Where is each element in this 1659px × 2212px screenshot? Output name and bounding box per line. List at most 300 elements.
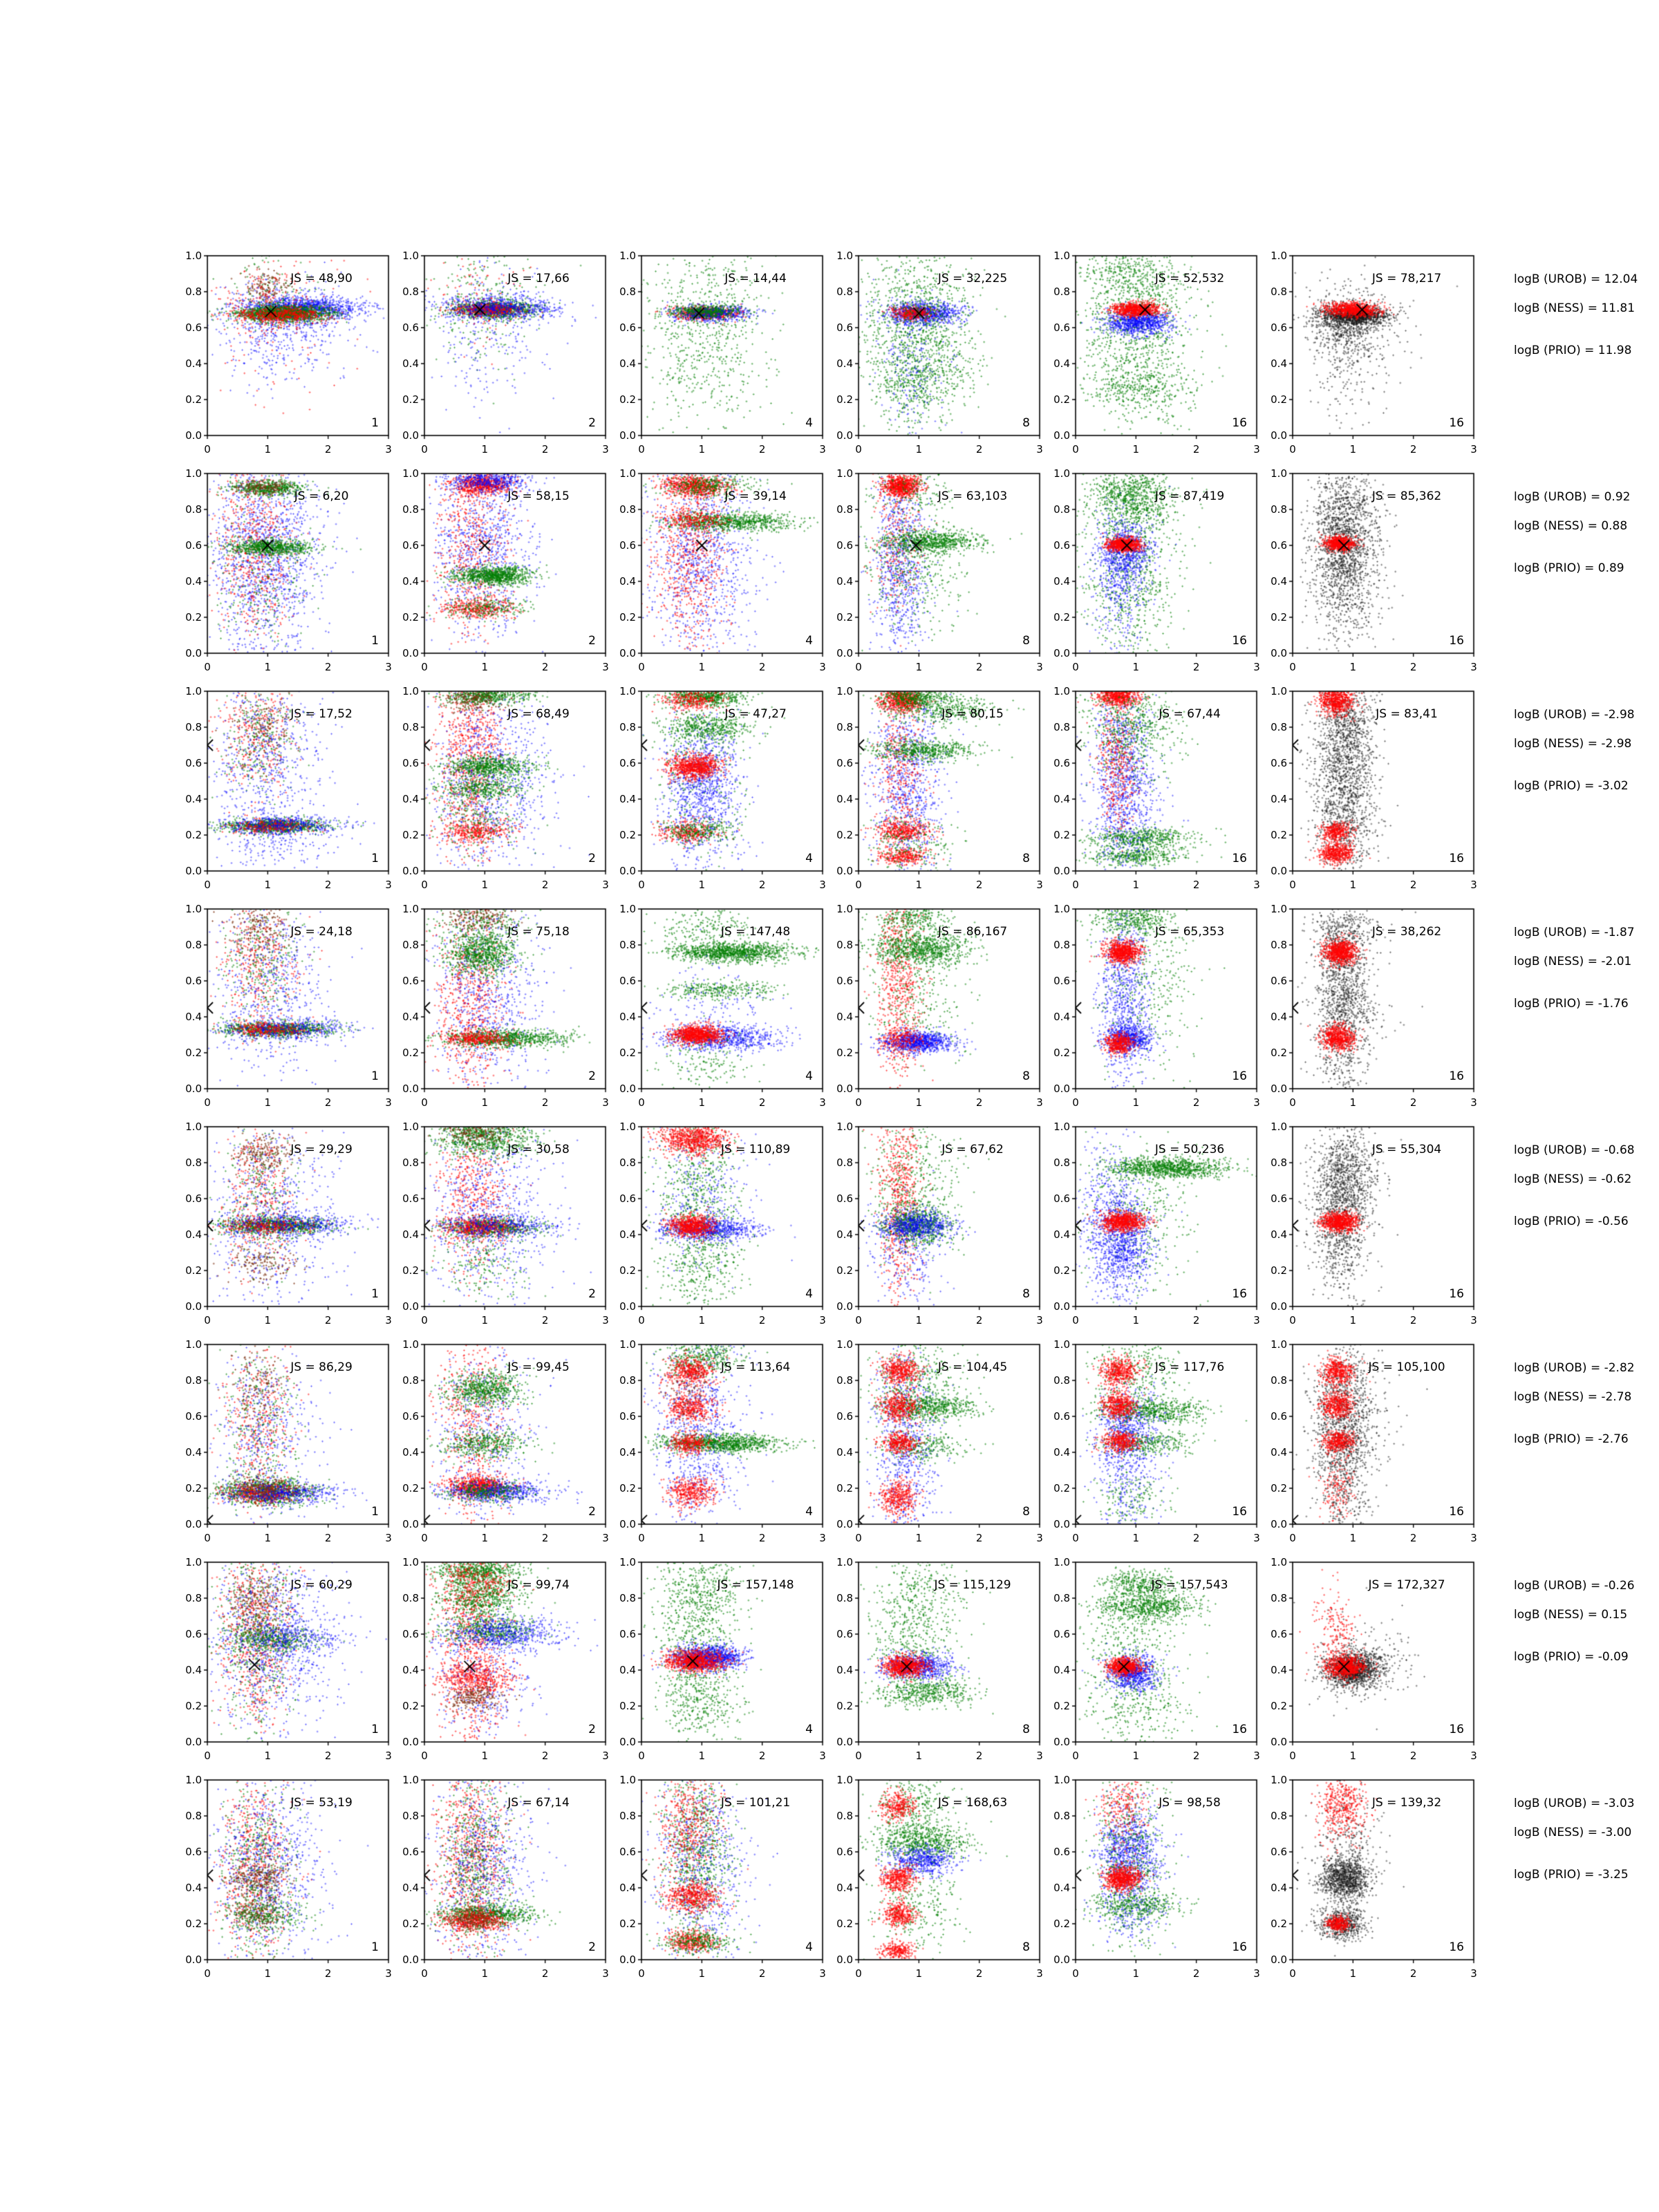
y-tick-label: 0.2 bbox=[402, 1918, 419, 1930]
y-tick-label: 0.0 bbox=[1271, 1953, 1287, 1966]
x-tick-label: 2 bbox=[1409, 879, 1417, 891]
x-tick-label: 1 bbox=[264, 661, 272, 673]
x-tick-label: 1 bbox=[1349, 1967, 1357, 1980]
y-tick-label: 0.4 bbox=[1271, 1011, 1287, 1023]
subplot-title: JS = 110,89 bbox=[720, 1143, 791, 1156]
corner-count-label: 4 bbox=[805, 416, 813, 430]
x-tick-label: 2 bbox=[324, 879, 332, 891]
y-tick-label: 1.0 bbox=[402, 685, 419, 697]
subplot-r3-c5 bbox=[1038, 683, 1266, 902]
subplot-title: JS = 24,18 bbox=[290, 925, 353, 939]
subplot-title: JS = 80,15 bbox=[941, 707, 1004, 721]
y-tick-label: 0.6 bbox=[1271, 757, 1287, 769]
y-tick-label: 0.8 bbox=[619, 1592, 636, 1604]
subplot-title: JS = 86,167 bbox=[937, 925, 1008, 939]
x-tick-label: 0 bbox=[204, 1314, 211, 1327]
y-tick-label: 0.2 bbox=[836, 1918, 853, 1930]
x-tick-label: 0 bbox=[421, 661, 428, 673]
y-tick-label: 0.0 bbox=[836, 647, 853, 659]
x-tick-label: 2 bbox=[1192, 1314, 1200, 1327]
y-tick-label: 0.8 bbox=[1271, 1592, 1287, 1604]
corner-count-label: 8 bbox=[1022, 1505, 1030, 1519]
logb-annotation-r1-line1: logB (UROB) = 12.04 bbox=[1514, 272, 1638, 286]
x-tick-label: 2 bbox=[324, 1532, 332, 1544]
x-tick-label: 2 bbox=[758, 879, 766, 891]
y-tick-label: 1.0 bbox=[836, 1556, 853, 1568]
x-tick-label: 2 bbox=[975, 661, 983, 673]
y-tick-label: 0.4 bbox=[619, 1882, 636, 1894]
x-tick-label: 1 bbox=[698, 1532, 706, 1544]
y-tick-label: 0.4 bbox=[836, 357, 853, 370]
subplot-r2-c4 bbox=[821, 465, 1049, 684]
x-tick-label: 3 bbox=[1036, 1532, 1043, 1544]
x-tick-label: 2 bbox=[758, 661, 766, 673]
y-tick-label: 0.8 bbox=[402, 503, 419, 516]
subplot-title: JS = 68,49 bbox=[507, 707, 570, 721]
y-tick-label: 0.0 bbox=[185, 1953, 202, 1966]
x-tick-label: 3 bbox=[602, 1750, 609, 1762]
x-tick-label: 2 bbox=[975, 1750, 983, 1762]
y-tick-label: 0.0 bbox=[402, 647, 419, 659]
y-tick-label: 1.0 bbox=[1271, 903, 1287, 915]
x-tick-label: 0 bbox=[1289, 1750, 1296, 1762]
y-tick-label: 0.2 bbox=[402, 1700, 419, 1712]
x-tick-label: 2 bbox=[1409, 1967, 1417, 1980]
subplot-title: JS = 85,362 bbox=[1371, 489, 1442, 503]
y-tick-label: 0.4 bbox=[402, 1228, 419, 1241]
y-tick-label: 0.6 bbox=[1053, 1410, 1070, 1423]
x-tick-label: 1 bbox=[264, 1096, 272, 1109]
y-tick-label: 0.8 bbox=[1271, 1810, 1287, 1822]
subplot-title: JS = 115,129 bbox=[934, 1578, 1011, 1592]
y-tick-label: 0.8 bbox=[185, 1156, 202, 1169]
x-tick-label: 3 bbox=[385, 661, 392, 673]
x-tick-label: 2 bbox=[1192, 879, 1200, 891]
y-tick-label: 1.0 bbox=[836, 1121, 853, 1133]
y-tick-label: 1.0 bbox=[1053, 903, 1070, 915]
x-tick-label: 2 bbox=[324, 1967, 332, 1980]
x-tick-label: 3 bbox=[819, 1532, 826, 1544]
subplot-title: JS = 117,76 bbox=[1154, 1360, 1225, 1374]
corner-count-label: 16 bbox=[1232, 1287, 1247, 1301]
y-tick-label: 0.0 bbox=[619, 1736, 636, 1748]
x-tick-label: 1 bbox=[1132, 443, 1140, 456]
corner-count-label: 1 bbox=[371, 1287, 379, 1301]
logb-annotation-r8-line3: logB (PRIO) = -3.25 bbox=[1514, 1868, 1629, 1882]
subplot-title: JS = 30,58 bbox=[507, 1143, 570, 1156]
x-tick-label: 2 bbox=[758, 1096, 766, 1109]
y-tick-label: 0.2 bbox=[185, 1482, 202, 1494]
x-tick-label: 0 bbox=[1072, 661, 1079, 673]
y-tick-label: 0.6 bbox=[185, 1192, 202, 1205]
y-tick-label: 1.0 bbox=[402, 1774, 419, 1786]
y-tick-label: 0.4 bbox=[402, 793, 419, 805]
x-tick-label: 0 bbox=[204, 1096, 211, 1109]
x-tick-label: 3 bbox=[602, 1314, 609, 1327]
y-tick-label: 0.6 bbox=[1271, 1846, 1287, 1858]
x-tick-label: 3 bbox=[602, 1096, 609, 1109]
x-tick-label: 3 bbox=[602, 1967, 609, 1980]
x-tick-label: 1 bbox=[1132, 1314, 1140, 1327]
y-tick-label: 0.8 bbox=[402, 721, 419, 733]
x-tick-label: 0 bbox=[1289, 443, 1296, 456]
subplot-title: JS = 17,52 bbox=[290, 707, 353, 721]
y-tick-label: 0.8 bbox=[1053, 721, 1070, 733]
x-tick-label: 2 bbox=[324, 443, 332, 456]
y-tick-label: 0.4 bbox=[402, 1011, 419, 1023]
x-tick-label: 0 bbox=[421, 1314, 428, 1327]
x-tick-label: 1 bbox=[915, 661, 923, 673]
y-tick-label: 0.6 bbox=[619, 321, 636, 334]
y-tick-label: 0.4 bbox=[619, 1664, 636, 1676]
x-tick-label: 2 bbox=[1192, 443, 1200, 456]
subplot-r7-c3 bbox=[603, 1554, 832, 1773]
corner-count-label: 1 bbox=[371, 1505, 379, 1519]
subplot-title: JS = 104,45 bbox=[937, 1360, 1008, 1374]
y-tick-label: 0.4 bbox=[1053, 1446, 1070, 1459]
y-tick-label: 0.0 bbox=[1271, 1518, 1287, 1530]
y-tick-label: 0.8 bbox=[185, 503, 202, 516]
subplot-title: JS = 168,63 bbox=[937, 1796, 1008, 1810]
subplot-r2-c6 bbox=[1255, 465, 1483, 684]
y-tick-label: 0.4 bbox=[1053, 1228, 1070, 1241]
y-tick-label: 0.6 bbox=[836, 321, 853, 334]
y-tick-label: 0.6 bbox=[1053, 321, 1070, 334]
subplot-r7-c2 bbox=[386, 1554, 615, 1773]
y-tick-label: 0.0 bbox=[1053, 1300, 1070, 1313]
y-tick-label: 0.6 bbox=[1271, 539, 1287, 552]
x-tick-label: 3 bbox=[1470, 1532, 1477, 1544]
y-tick-label: 0.0 bbox=[836, 1518, 853, 1530]
x-tick-label: 3 bbox=[1036, 1314, 1043, 1327]
y-tick-label: 0.4 bbox=[1271, 1228, 1287, 1241]
corner-count-label: 1 bbox=[371, 1069, 379, 1083]
y-tick-label: 0.0 bbox=[619, 1300, 636, 1313]
x-tick-label: 3 bbox=[1253, 879, 1260, 891]
y-tick-label: 0.6 bbox=[1053, 1628, 1070, 1640]
y-tick-label: 0.6 bbox=[1053, 975, 1070, 987]
y-tick-label: 0.6 bbox=[1271, 1410, 1287, 1423]
y-tick-label: 0.0 bbox=[836, 429, 853, 442]
y-tick-label: 0.4 bbox=[836, 1446, 853, 1459]
x-tick-label: 1 bbox=[264, 443, 272, 456]
y-tick-label: 1.0 bbox=[402, 467, 419, 480]
y-tick-label: 0.4 bbox=[185, 1011, 202, 1023]
corner-count-label: 2 bbox=[588, 1069, 596, 1083]
y-tick-label: 0.6 bbox=[619, 539, 636, 552]
subplot-r3-c1 bbox=[169, 683, 398, 902]
y-tick-label: 0.4 bbox=[619, 1228, 636, 1241]
subplot-r4-c5 bbox=[1038, 901, 1266, 1120]
subplot-title: JS = 17,66 bbox=[507, 272, 570, 285]
x-tick-label: 1 bbox=[698, 1314, 706, 1327]
y-tick-label: 0.6 bbox=[185, 1628, 202, 1640]
x-tick-label: 1 bbox=[264, 879, 272, 891]
x-tick-label: 0 bbox=[855, 1096, 862, 1109]
x-tick-label: 2 bbox=[541, 1314, 549, 1327]
x-tick-label: 1 bbox=[698, 879, 706, 891]
x-tick-label: 0 bbox=[638, 1096, 645, 1109]
y-tick-label: 0.0 bbox=[1053, 1518, 1070, 1530]
logb-annotation-r1-line3: logB (PRIO) = 11.98 bbox=[1514, 344, 1632, 357]
y-tick-label: 0.0 bbox=[185, 1082, 202, 1095]
x-tick-label: 0 bbox=[1289, 661, 1296, 673]
x-tick-label: 2 bbox=[975, 1096, 983, 1109]
corner-count-label: 16 bbox=[1232, 416, 1247, 430]
logb-annotation-r6-line1: logB (UROB) = -2.82 bbox=[1514, 1361, 1635, 1375]
y-tick-label: 0.6 bbox=[402, 1628, 419, 1640]
logb-annotation-r8-line1: logB (UROB) = -3.03 bbox=[1514, 1797, 1635, 1810]
x-tick-label: 3 bbox=[819, 879, 826, 891]
y-tick-label: 0.6 bbox=[836, 1628, 853, 1640]
x-tick-label: 3 bbox=[1470, 1096, 1477, 1109]
x-tick-label: 3 bbox=[385, 443, 392, 456]
y-tick-label: 0.8 bbox=[185, 721, 202, 733]
y-tick-label: 1.0 bbox=[1271, 685, 1287, 697]
subplot-title: JS = 172,327 bbox=[1368, 1578, 1445, 1592]
y-tick-label: 0.6 bbox=[1271, 321, 1287, 334]
y-tick-label: 0.0 bbox=[185, 865, 202, 877]
subplot-r7-c5 bbox=[1038, 1554, 1266, 1773]
y-tick-label: 1.0 bbox=[402, 1338, 419, 1351]
y-tick-label: 0.4 bbox=[1053, 1882, 1070, 1894]
y-tick-label: 0.8 bbox=[1053, 1374, 1070, 1387]
x-tick-label: 0 bbox=[638, 879, 645, 891]
x-tick-label: 1 bbox=[915, 879, 923, 891]
y-tick-label: 1.0 bbox=[619, 903, 636, 915]
y-tick-label: 0.4 bbox=[185, 1446, 202, 1459]
corner-count-label: 16 bbox=[1449, 1723, 1464, 1736]
y-tick-label: 0.2 bbox=[185, 829, 202, 841]
logb-annotation-r7-line1: logB (UROB) = -0.26 bbox=[1514, 1579, 1635, 1593]
x-tick-label: 0 bbox=[855, 443, 862, 456]
subplot-r1-c4 bbox=[821, 247, 1049, 467]
y-tick-label: 0.6 bbox=[402, 539, 419, 552]
y-tick-label: 1.0 bbox=[185, 685, 202, 697]
x-tick-label: 1 bbox=[1349, 443, 1357, 456]
y-tick-label: 0.2 bbox=[1271, 1264, 1287, 1277]
x-tick-label: 0 bbox=[638, 1532, 645, 1544]
x-tick-label: 2 bbox=[1409, 443, 1417, 456]
y-tick-label: 0.6 bbox=[1271, 1192, 1287, 1205]
y-tick-label: 0.4 bbox=[619, 575, 636, 588]
y-tick-label: 1.0 bbox=[1053, 1338, 1070, 1351]
y-tick-label: 0.4 bbox=[1053, 357, 1070, 370]
y-tick-label: 0.6 bbox=[836, 1410, 853, 1423]
subplot-r5-c5 bbox=[1038, 1118, 1266, 1338]
x-tick-label: 2 bbox=[324, 1314, 332, 1327]
x-tick-label: 3 bbox=[1253, 443, 1260, 456]
y-tick-label: 1.0 bbox=[1271, 250, 1287, 262]
y-tick-label: 1.0 bbox=[185, 467, 202, 480]
y-tick-label: 0.0 bbox=[1271, 429, 1287, 442]
corner-count-label: 1 bbox=[371, 416, 379, 430]
corner-count-label: 2 bbox=[588, 1287, 596, 1301]
y-tick-label: 0.2 bbox=[1271, 1482, 1287, 1494]
y-tick-label: 1.0 bbox=[1053, 1556, 1070, 1568]
y-tick-label: 0.4 bbox=[402, 1882, 419, 1894]
corner-count-label: 1 bbox=[371, 1723, 379, 1736]
y-tick-label: 0.8 bbox=[836, 1156, 853, 1169]
x-tick-label: 2 bbox=[975, 879, 983, 891]
x-tick-label: 1 bbox=[1349, 1750, 1357, 1762]
y-tick-label: 0.0 bbox=[402, 1082, 419, 1095]
x-tick-label: 2 bbox=[975, 1314, 983, 1327]
x-tick-label: 0 bbox=[1072, 1967, 1079, 1980]
y-tick-label: 0.4 bbox=[1271, 1664, 1287, 1676]
y-tick-label: 1.0 bbox=[836, 467, 853, 480]
y-tick-label: 0.8 bbox=[836, 1810, 853, 1822]
x-tick-label: 2 bbox=[758, 1967, 766, 1980]
y-tick-label: 0.6 bbox=[1271, 975, 1287, 987]
y-tick-label: 0.0 bbox=[1053, 1736, 1070, 1748]
x-tick-label: 2 bbox=[1192, 1532, 1200, 1544]
corner-count-label: 16 bbox=[1449, 1287, 1464, 1301]
y-tick-label: 0.2 bbox=[1271, 1047, 1287, 1059]
x-tick-label: 1 bbox=[698, 443, 706, 456]
y-tick-label: 0.6 bbox=[402, 975, 419, 987]
x-tick-label: 3 bbox=[819, 661, 826, 673]
x-tick-label: 0 bbox=[1289, 1314, 1296, 1327]
y-tick-label: 0.8 bbox=[402, 939, 419, 951]
x-tick-label: 2 bbox=[324, 661, 332, 673]
y-tick-label: 0.0 bbox=[1053, 865, 1070, 877]
y-tick-label: 0.4 bbox=[185, 793, 202, 805]
y-tick-label: 0.0 bbox=[402, 1518, 419, 1530]
y-tick-label: 0.6 bbox=[836, 1192, 853, 1205]
subplot-r1-c6 bbox=[1255, 247, 1483, 467]
x-tick-label: 0 bbox=[1072, 1750, 1079, 1762]
x-tick-label: 0 bbox=[204, 661, 211, 673]
y-tick-label: 0.0 bbox=[1053, 1953, 1070, 1966]
subplot-r8-c4 bbox=[821, 1772, 1049, 1991]
x-tick-label: 2 bbox=[324, 1750, 332, 1762]
corner-count-label: 16 bbox=[1449, 852, 1464, 865]
corner-count-label: 8 bbox=[1022, 1287, 1030, 1301]
y-tick-label: 0.6 bbox=[619, 757, 636, 769]
y-tick-label: 0.2 bbox=[836, 611, 853, 624]
corner-count-label: 4 bbox=[805, 1940, 813, 1954]
y-tick-label: 0.8 bbox=[402, 1810, 419, 1822]
y-tick-label: 0.6 bbox=[185, 539, 202, 552]
x-tick-label: 3 bbox=[1036, 443, 1043, 456]
x-tick-label: 2 bbox=[541, 1750, 549, 1762]
x-tick-label: 3 bbox=[1253, 1314, 1260, 1327]
y-tick-label: 0.2 bbox=[185, 1047, 202, 1059]
y-tick-label: 0.2 bbox=[1053, 829, 1070, 841]
x-tick-label: 2 bbox=[975, 443, 983, 456]
x-tick-label: 3 bbox=[1253, 1967, 1260, 1980]
x-tick-label: 0 bbox=[1072, 1532, 1079, 1544]
subplot-title: JS = 101,21 bbox=[720, 1796, 791, 1810]
x-tick-label: 2 bbox=[541, 443, 549, 456]
y-tick-label: 0.4 bbox=[402, 1446, 419, 1459]
y-tick-label: 0.0 bbox=[185, 1518, 202, 1530]
y-tick-label: 1.0 bbox=[619, 685, 636, 697]
subplot-r6-c6 bbox=[1255, 1336, 1483, 1555]
x-tick-label: 3 bbox=[385, 1750, 392, 1762]
x-tick-label: 1 bbox=[1132, 661, 1140, 673]
y-tick-label: 0.6 bbox=[619, 975, 636, 987]
y-tick-label: 0.8 bbox=[402, 285, 419, 298]
y-tick-label: 0.6 bbox=[836, 539, 853, 552]
y-tick-label: 0.2 bbox=[836, 1700, 853, 1712]
x-tick-label: 1 bbox=[481, 1967, 489, 1980]
logb-annotation-r4-line2: logB (NESS) = -2.01 bbox=[1514, 955, 1632, 968]
x-tick-label: 3 bbox=[1470, 1314, 1477, 1327]
x-tick-label: 0 bbox=[204, 1967, 211, 1980]
y-tick-label: 0.8 bbox=[1271, 721, 1287, 733]
corner-count-label: 2 bbox=[588, 416, 596, 430]
y-tick-label: 0.8 bbox=[402, 1374, 419, 1387]
x-tick-label: 0 bbox=[421, 1532, 428, 1544]
x-tick-label: 2 bbox=[541, 879, 549, 891]
x-tick-label: 0 bbox=[1289, 1967, 1296, 1980]
x-tick-label: 0 bbox=[638, 1967, 645, 1980]
y-tick-label: 1.0 bbox=[185, 1556, 202, 1568]
subplot-r4-c2 bbox=[386, 901, 615, 1120]
y-tick-label: 0.8 bbox=[836, 503, 853, 516]
y-tick-label: 0.4 bbox=[836, 575, 853, 588]
subplot-r4-c6 bbox=[1255, 901, 1483, 1120]
x-tick-label: 2 bbox=[758, 1314, 766, 1327]
corner-count-label: 4 bbox=[805, 1069, 813, 1083]
logb-annotation-r3-line3: logB (PRIO) = -3.02 bbox=[1514, 779, 1629, 793]
y-tick-label: 0.2 bbox=[1271, 611, 1287, 624]
subplot-title: JS = 55,304 bbox=[1371, 1143, 1442, 1156]
y-tick-label: 0.2 bbox=[1271, 1918, 1287, 1930]
corner-count-label: 4 bbox=[805, 634, 813, 648]
corner-count-label: 2 bbox=[588, 634, 596, 648]
x-tick-label: 0 bbox=[204, 879, 211, 891]
subplot-title: JS = 139,32 bbox=[1371, 1796, 1442, 1810]
x-tick-label: 2 bbox=[541, 1967, 549, 1980]
y-tick-label: 0.8 bbox=[619, 285, 636, 298]
y-tick-label: 1.0 bbox=[402, 250, 419, 262]
y-tick-label: 1.0 bbox=[836, 685, 853, 697]
logb-annotation-r5-line2: logB (NESS) = -0.62 bbox=[1514, 1172, 1632, 1186]
corner-count-label: 16 bbox=[1232, 1069, 1247, 1083]
x-tick-label: 0 bbox=[855, 1532, 862, 1544]
y-tick-label: 0.8 bbox=[185, 1592, 202, 1604]
corner-count-label: 8 bbox=[1022, 852, 1030, 865]
x-tick-label: 0 bbox=[204, 1532, 211, 1544]
x-tick-label: 1 bbox=[1132, 1096, 1140, 1109]
subplot-r6-c4 bbox=[821, 1336, 1049, 1555]
y-tick-label: 0.8 bbox=[402, 1592, 419, 1604]
logb-annotation-r5-line3: logB (PRIO) = -0.56 bbox=[1514, 1215, 1629, 1228]
subplot-title: JS = 67,14 bbox=[507, 1796, 570, 1810]
y-tick-label: 1.0 bbox=[836, 1774, 853, 1786]
subplot-title: JS = 98,58 bbox=[1159, 1796, 1221, 1810]
corner-count-label: 16 bbox=[1449, 1940, 1464, 1954]
x-tick-label: 1 bbox=[481, 661, 489, 673]
x-tick-label: 1 bbox=[1349, 879, 1357, 891]
x-tick-label: 0 bbox=[204, 443, 211, 456]
y-tick-label: 0.2 bbox=[836, 1264, 853, 1277]
y-tick-label: 0.4 bbox=[836, 1882, 853, 1894]
y-tick-label: 0.2 bbox=[619, 1047, 636, 1059]
x-tick-label: 1 bbox=[264, 1314, 272, 1327]
y-tick-label: 1.0 bbox=[1053, 250, 1070, 262]
y-tick-label: 0.8 bbox=[185, 939, 202, 951]
y-tick-label: 0.8 bbox=[836, 1374, 853, 1387]
y-tick-label: 0.6 bbox=[619, 1846, 636, 1858]
y-tick-label: 0.0 bbox=[619, 865, 636, 877]
y-tick-label: 1.0 bbox=[1271, 1121, 1287, 1133]
x-tick-label: 0 bbox=[638, 1314, 645, 1327]
x-tick-label: 3 bbox=[1036, 661, 1043, 673]
